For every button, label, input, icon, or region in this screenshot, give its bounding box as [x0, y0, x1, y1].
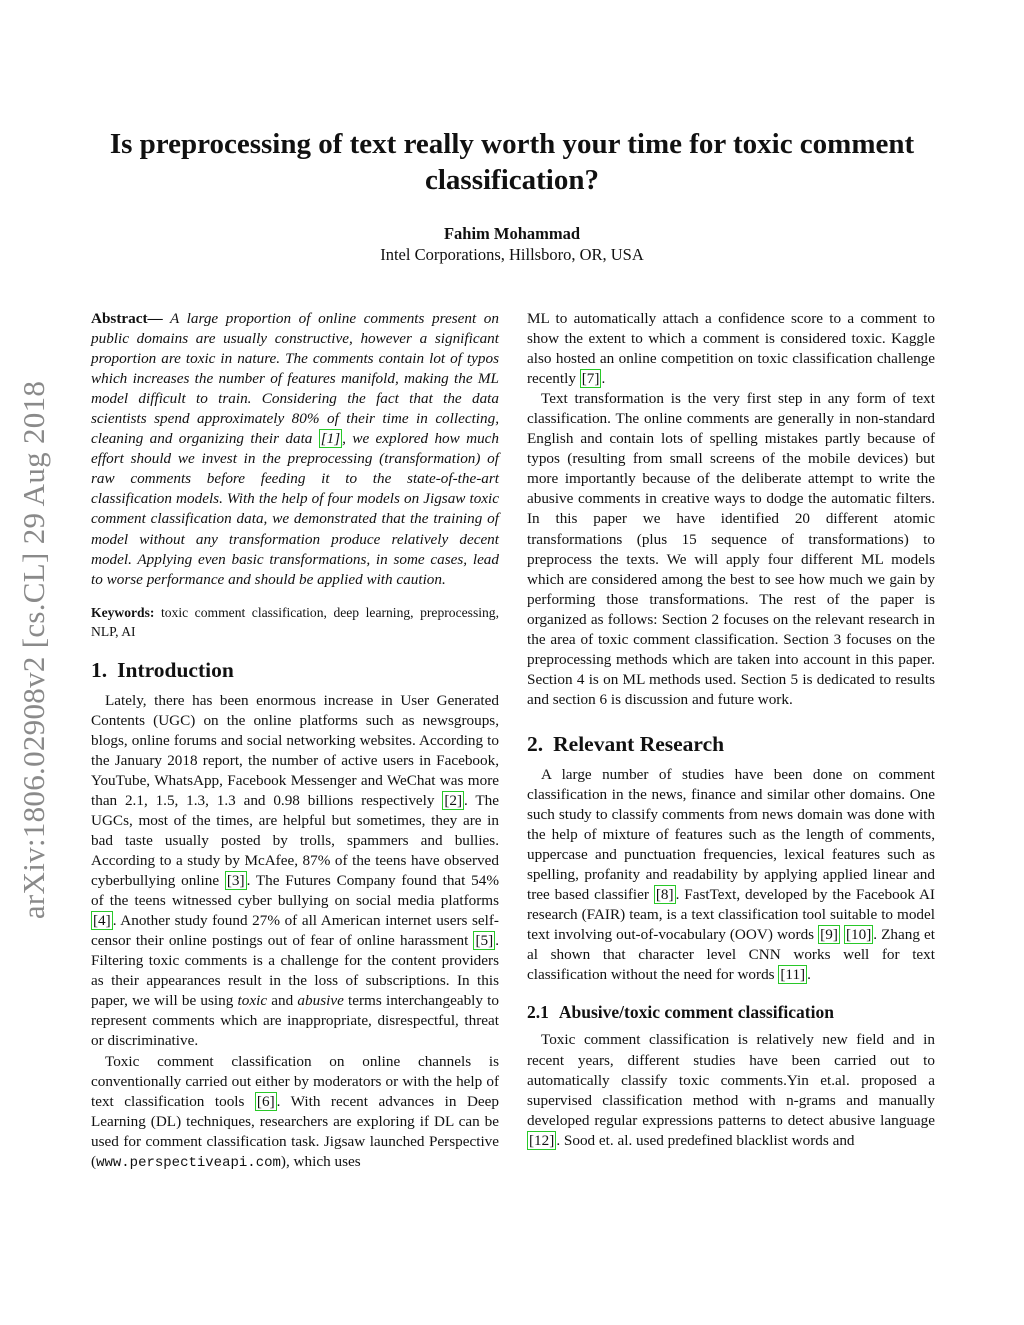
intro-paragraph-3: Text transformation is the very first step in any form of text classification. The online comments are generally in non-standard English and contain lots of spelling mistakes partly because of typos (resulting from small screens of the mobile devices) but more importantly because of the deliberate attempt to write the abusive comments in creative ways to dodge the automatic filters. In this paper we have identified 20 different atomic transformations (plus 15 sequence of transformations) to preprocess the texts. We will apply four different ML models which are considered among the best to see how much we gain by performing those transformations. The rest of the paper is organized as follows: Section 2 focuses on the relevant research in the area of toxic comment classification. Section 3 focuses on the preprocessing methods which are taken into account in this paper. Section 4 is on ML methods used. Section 5 is dedicated to results and section 6 is discussion and future work. [527, 390, 935, 708]
emphasis-term: toxic [237, 992, 268, 1010]
intro-paragraph-1 [91, 691, 499, 1052]
abusive-toxic-paragraph [527, 1030, 935, 1150]
section-number: 2.1 [527, 1002, 549, 1023]
citation-link[interactable]: [1] [320, 430, 341, 448]
citation-link[interactable]: [10] [845, 926, 872, 944]
abstract [91, 309, 499, 590]
paragraph-text: Lately, there has been enormous increase in User Generated Contents (UGC) on the online platforms such as newsgroups, blogs, online forums and social networking websites. According to the January 2018 report, the number of active users in Facebook, YouTube, WhatsApp, Facebook Messenger and WeChat was more than 2.1, 1.5, 1.3, 1.3 and 0.98 billions respectively [91, 691, 499, 809]
paragraph-text: A large number of studies have been done on comment classification in the news, finance and similar other domains. One such study to classify comments from news domain was done with the help of mixture of features such as the length of comments, uppercase and punctuation frequencies, lexical features such as spelling, profanity and readability by applying applied linear and tree based classifier [527, 765, 935, 904]
section-title: Abusive/toxic comment classification [558, 1002, 834, 1023]
author-name: Fahim Mohammad [443, 224, 581, 243]
citation-link[interactable]: [3] [226, 872, 245, 890]
abstract-text: A large proportion of online comments present on public domains are usually constructive, however a significant proportion are toxic in nature. The comments contain lot of typos which increases the number of features manifold, making the ML model difficult to train. Considering the fact that the data scientists spend approximately 80% of their time in collecting, cleaning and organizing their data [91, 310, 499, 448]
citation-link[interactable]: [8] [655, 886, 674, 904]
citation-link[interactable]: [4] [93, 912, 111, 930]
right-column [527, 309, 935, 1151]
emphasis-term: abusive [297, 992, 344, 1010]
url-text: www.perspectiveapi.com [96, 1154, 281, 1171]
intro-paragraph-2-continued [527, 309, 935, 389]
paragraph-text: . Filtering toxic comments is a challenge for the content providers as their appearances result in the loss of subscriptions. In this paper, we will be using [91, 932, 499, 1010]
citation-link[interactable]: [11] [780, 966, 806, 984]
citation-link[interactable]: [6] [256, 1092, 275, 1110]
paragraph-text: Toxic comment classification on online channels is conventionally carried out either by moderators or with the help of text classification tools [91, 1052, 499, 1110]
section-number: 1. [91, 657, 108, 682]
keywords-text: toxic comment classification, deep learning, preprocessing, NLP, AI [91, 604, 499, 639]
paper-title: Is preprocessing of text really worth your time for toxic comment classification? [109, 128, 915, 196]
intro-paragraph-2 [91, 1052, 499, 1173]
paragraph-text: . The Futures Company found that 54% of the teens witnessed cyber bullying on social media platforms [91, 872, 499, 910]
paragraph-text: . Zhang et al shown that character level CNN works well for text classification without the need for words [527, 926, 935, 984]
paragraph-text: . The UGCs, most of the times, are helpful but sometimes, they are in bad taste usually posted by trolls, spammers and bullies. According to a study by McAfee, 87% of the teens have observed cyberbullying online [91, 791, 499, 890]
citation-link[interactable]: [9] [820, 926, 838, 944]
paragraph-text: and [267, 992, 298, 1010]
paragraph-text: ), which uses [280, 1152, 361, 1170]
section-heading-introduction [91, 656, 499, 684]
abstract-text: , we explored how much effort should we invest in the preprocessing (transformation) of raw comments before feeding it to the state-of-the-art classification models. With the help of four models on Jigsaw toxic comment classification data, we demonstrated that the training of model without any transformation produce relatively decent model. Applying even basic transformations, in some cases, lead to worse performance and should be applied with caution. [91, 430, 499, 588]
relevant-research-paragraph [527, 765, 935, 986]
paragraph-text: terms interchangeably to represent comments which are inappropriate, disrespectful, threat or discriminative. [91, 992, 499, 1050]
citation-link[interactable]: [12] [529, 1131, 555, 1149]
paragraph-text: Toxic comment classification is relatively new field and in recent years, different studies have been carried out to automatically classify toxic comments.Yin et.al. proposed a supervised classification method with n-grams and manually developed regular expressions patterns to detect abusive language [527, 1031, 935, 1129]
citation-link[interactable]: [2] [444, 791, 463, 809]
paragraph-text: . With recent advances in Deep Learning (DL) techniques, researchers are exploring if DL can be used for comment classification task. Jigsaw launched Perspective ( [91, 1092, 499, 1170]
citation-link[interactable]: [5] [475, 932, 494, 950]
abstract-label: Abstract— [91, 310, 163, 327]
keywords-label: Keywords: [91, 604, 155, 620]
paragraph-text: . FastText, developed by the Facebook AI research (FAIR) team, is a text classification tool suitable to model text involving out-of-vocabulary (OOV) words [527, 886, 935, 944]
arxiv-identifier-stamp [14, 350, 54, 950]
left-column [91, 309, 499, 1173]
section-number: 2. [527, 731, 544, 756]
paragraph-text: . Sood et. al. used predefined blacklist words and [556, 1131, 855, 1149]
paragraph-text: . Another study found 27% of all American internet users self-censor their online postings out of fear of online harassment [91, 912, 499, 950]
section-title: Introduction [117, 657, 234, 682]
keywords [91, 603, 499, 641]
arxiv-identifier-text: arXiv:1806.02908v2 [cs.CL] 29 Aug 2018 [16, 380, 51, 920]
paragraph-text: ML to automatically attach a confidence score to a comment to show the extent to which a comment is considered toxic. Kaggle also hosted an online competition on toxic classification challenge recently [527, 310, 935, 388]
section-heading-relevant-research [527, 730, 935, 758]
paragraph-text: . [601, 370, 606, 388]
citation-link[interactable]: [7] [581, 370, 600, 388]
section-title: Relevant Research [553, 731, 725, 756]
subsection-heading-abusive-toxic [527, 1000, 935, 1024]
author-affiliation: Intel Corporations, Hillsboro, OR, USA [380, 245, 644, 264]
paragraph-text: . [807, 966, 811, 984]
